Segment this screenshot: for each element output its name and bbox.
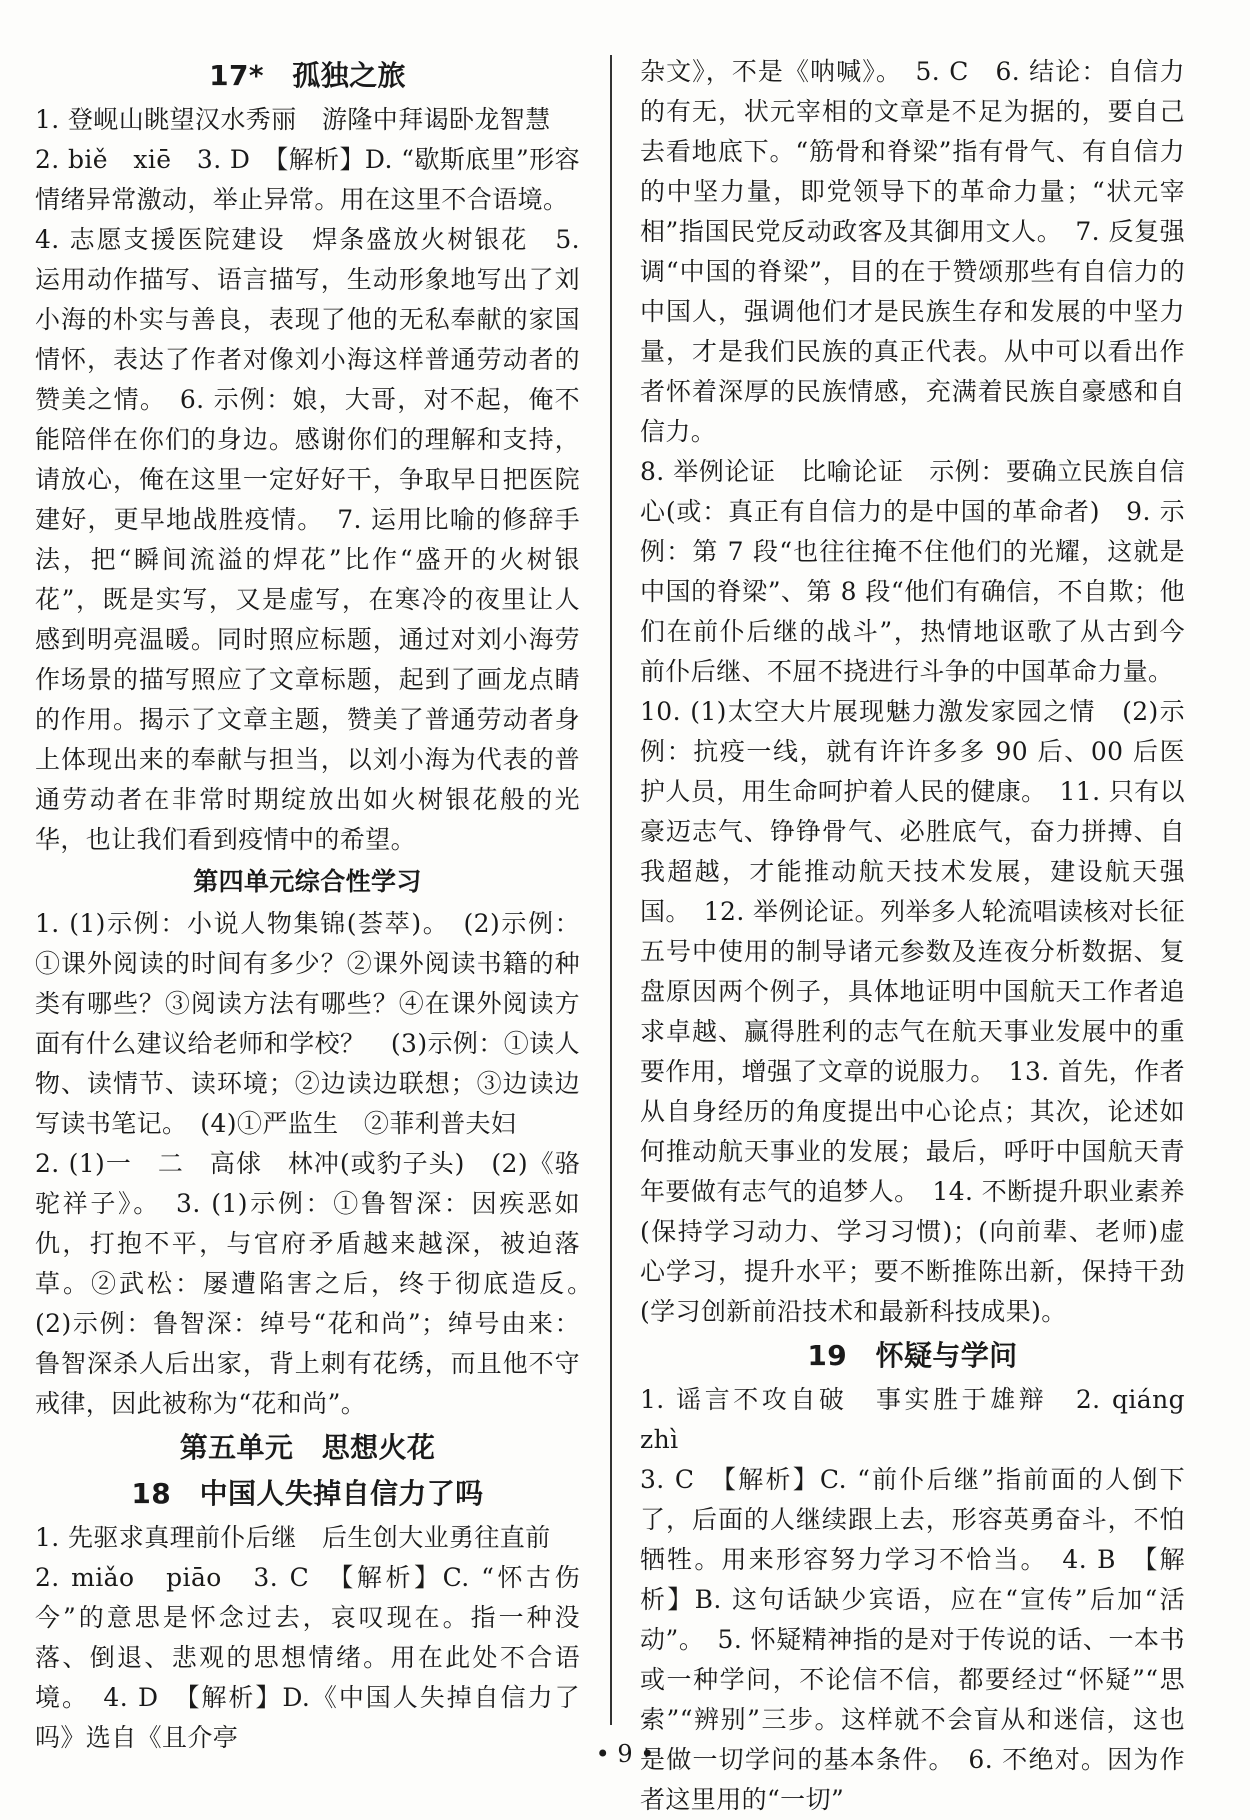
section-heading: 17* 孤独之旅 [209, 59, 406, 92]
answer-paragraph: 1. 谣言不攻自破 事实胜于雄辩 2. qiáng zhì [640, 1385, 1211, 1454]
answer-paragraph: 1. (1)示例：小说人物集锦(荟萃)。 (2)示例：①课外阅读的时间有多少？②课外阅读书籍的种类有哪些？③阅读方法有哪些？④在课外阅读方面有什么建议给老师和学校？ (3)示例：①读人物、读情节、读环境；②边读边联想；③边读边写读书笔记。 (4)①严监生 ②菲利普夫妇 [35, 909, 580, 1138]
page-number: • 9 • [595, 1740, 655, 1768]
section-heading: 第五单元 思想火花 [179, 1431, 436, 1464]
answer-paragraph: 2. biě xiē 3. D 【解析】D. “歇斯底里”形容情绪异常激动，举止异常。用在这里不合语境。 [35, 145, 580, 214]
answer-paragraph: 杂文》，不是《呐喊》。 5. C 6. 结论：自信力的有无，状元宰相的文章是不足为据的，要自己去看地底下。“筋骨和脊梁”指有骨气、有自信力的中坚力量，即党领导下的革命力量；“状元宰相”指国民党反动政客及其御用文人。 7. 反复强调“中国的脊梁”，目的在于赞颂那些有自信力的中国人，强调他们才是民族生存和发展的中坚力量，才是我们民族的真正代表。从中可以看出作者怀着深厚的民族情感，充满着民族自豪感和自信力。 [640, 57, 1185, 446]
section-heading: 19 怀疑与学问 [807, 1339, 1018, 1372]
column-divider [610, 55, 612, 1725]
answer-paragraph: 8. 举例论证 比喻论证 示例：要确立民族自信心(或：真正有自信力的是中国的革命者) 9. 示例：第 7 段“也往往掩不住他们的光耀，这就是中国的脊梁”、第 8 段“他们有确信，不自欺；他们在前仆后继的战斗”，热情地讴歌了从古到今前仆后继、不屈不挠进行斗争的中国革命力量。 [640, 457, 1185, 686]
answer-paragraph: 1. 登岘山眺望汉水秀丽 游隆中拜谒卧龙智慧 [35, 105, 551, 134]
answer-paragraph: 1. 先驱求真理前仆后继 后生创大业勇往直前 [35, 1523, 551, 1552]
right-column [640, 52, 1211, 1820]
answer-paragraph: 2. miǎo piāo 3. C 【解析】C. “怀古伤今”的意思是怀念过去，哀叹现在。指一种没落、倒退、悲观的思想情绪。用在此处不合语境。 4. D 【解析】D.《中国人失掉自信力了吗》选自《且介亭 [35, 1563, 580, 1752]
section-heading: 第四单元综合性学习 [193, 867, 422, 896]
answer-paragraph: 4. 志愿支援医院建设 焊条盛放火树银花 5. 运用动作描写、语言描写，生动形象地写出了刘小海的朴实与善良，表现了他的无私奉献的家国情怀，表达了作者对像刘小海这样普通劳动者的赞美之情。 6. 示例：娘，大哥，对不起，俺不能陪伴在你们的身边。感谢你们的理解和支持，请放心，俺在这里一定好好干，争取早日把医院建好，更早地战胜疫情。 7. 运用比喻的修辞手法，把“瞬间流溢的焊花”比作“盛开的火树银花”，既是实写，又是虚写，在寒冷的夜里让人感到明亮温暖。同时照应标题，通过对刘小海劳作场景的描写照应了文章标题，起到了画龙点睛的作用。揭示了文章主题，赞美了普通劳动者身上体现出来的奉献与担当，以刘小海为代表的普通劳动者在非常时期绽放出如火树银花般的光华，也让我们看到疫情中的希望。 [35, 225, 580, 854]
section-heading: 18 中国人失掉自信力了吗 [131, 1477, 484, 1510]
answer-paragraph: 2. (1)一 二 高俅 林冲(或豹子头) (2)《骆驼祥子》。 3. (1)示例：①鲁智深：因疾恶如仇，打抱不平，与官府矛盾越来越深，被迫落草。②武松：屡遭陷害之后，终于彻底造反。 (2)示例：鲁智深：绰号“花和尚”；绰号由来：鲁智深杀人后出家，背上刺有花绣，而且他不守戒律，因此被称为“花和尚”。 [35, 1149, 606, 1418]
left-column [35, 52, 606, 1758]
answer-paragraph: 10. (1)太空大片展现魅力激发家园之情 (2)示例：抗疫一线，就有许许多多 90 后、00 后医护人员，用生命呵护着人民的健康。 11. 只有以豪迈志气、铮铮骨气、必胜底气，奋力拼搏、自我超越，才能推动航天技术发展，建设航天强国。 12. 举例论证。列举多人轮流唱读核对长征五号中使用的制导诸元参数及连夜分析数据、复盘原因两个例子，具体地证明中国航天工作者追求卓越、赢得胜利的志气在航天事业发展中的重要作用，增强了文章的说服力。 13. 首先，作者从自身经历的角度提出中心论点；其次，论述如何推动航天事业的发展；最后，呼吁中国航天青年要做有志气的追梦人。 14. 不断提升职业素养(保持学习动力、学习习惯)；(向前辈、老师)虚心学习，提升水平；要不断推陈出新，保持干劲(学习创新前沿技术和最新科技成果)。 [640, 697, 1185, 1326]
answer-paragraph: 3. C 【解析】C. “前仆后继”指前面的人倒下了，后面的人继续跟上去，形容英勇奋斗，不怕牺牲。用来形容努力学习不恰当。 4. B 【解析】B. 这句话缺少宾语，应在“宣传”后加“活动”。 5. 怀疑精神指的是对于传说的话、一本书或一种学问，不论信不信，都要经过“怀疑”“思索”“辨别”三步。这样就不会盲从和迷信，这也是做一切学问的基本条件。 6. 不绝对。因为作者这里用的“一切” [640, 1465, 1185, 1814]
